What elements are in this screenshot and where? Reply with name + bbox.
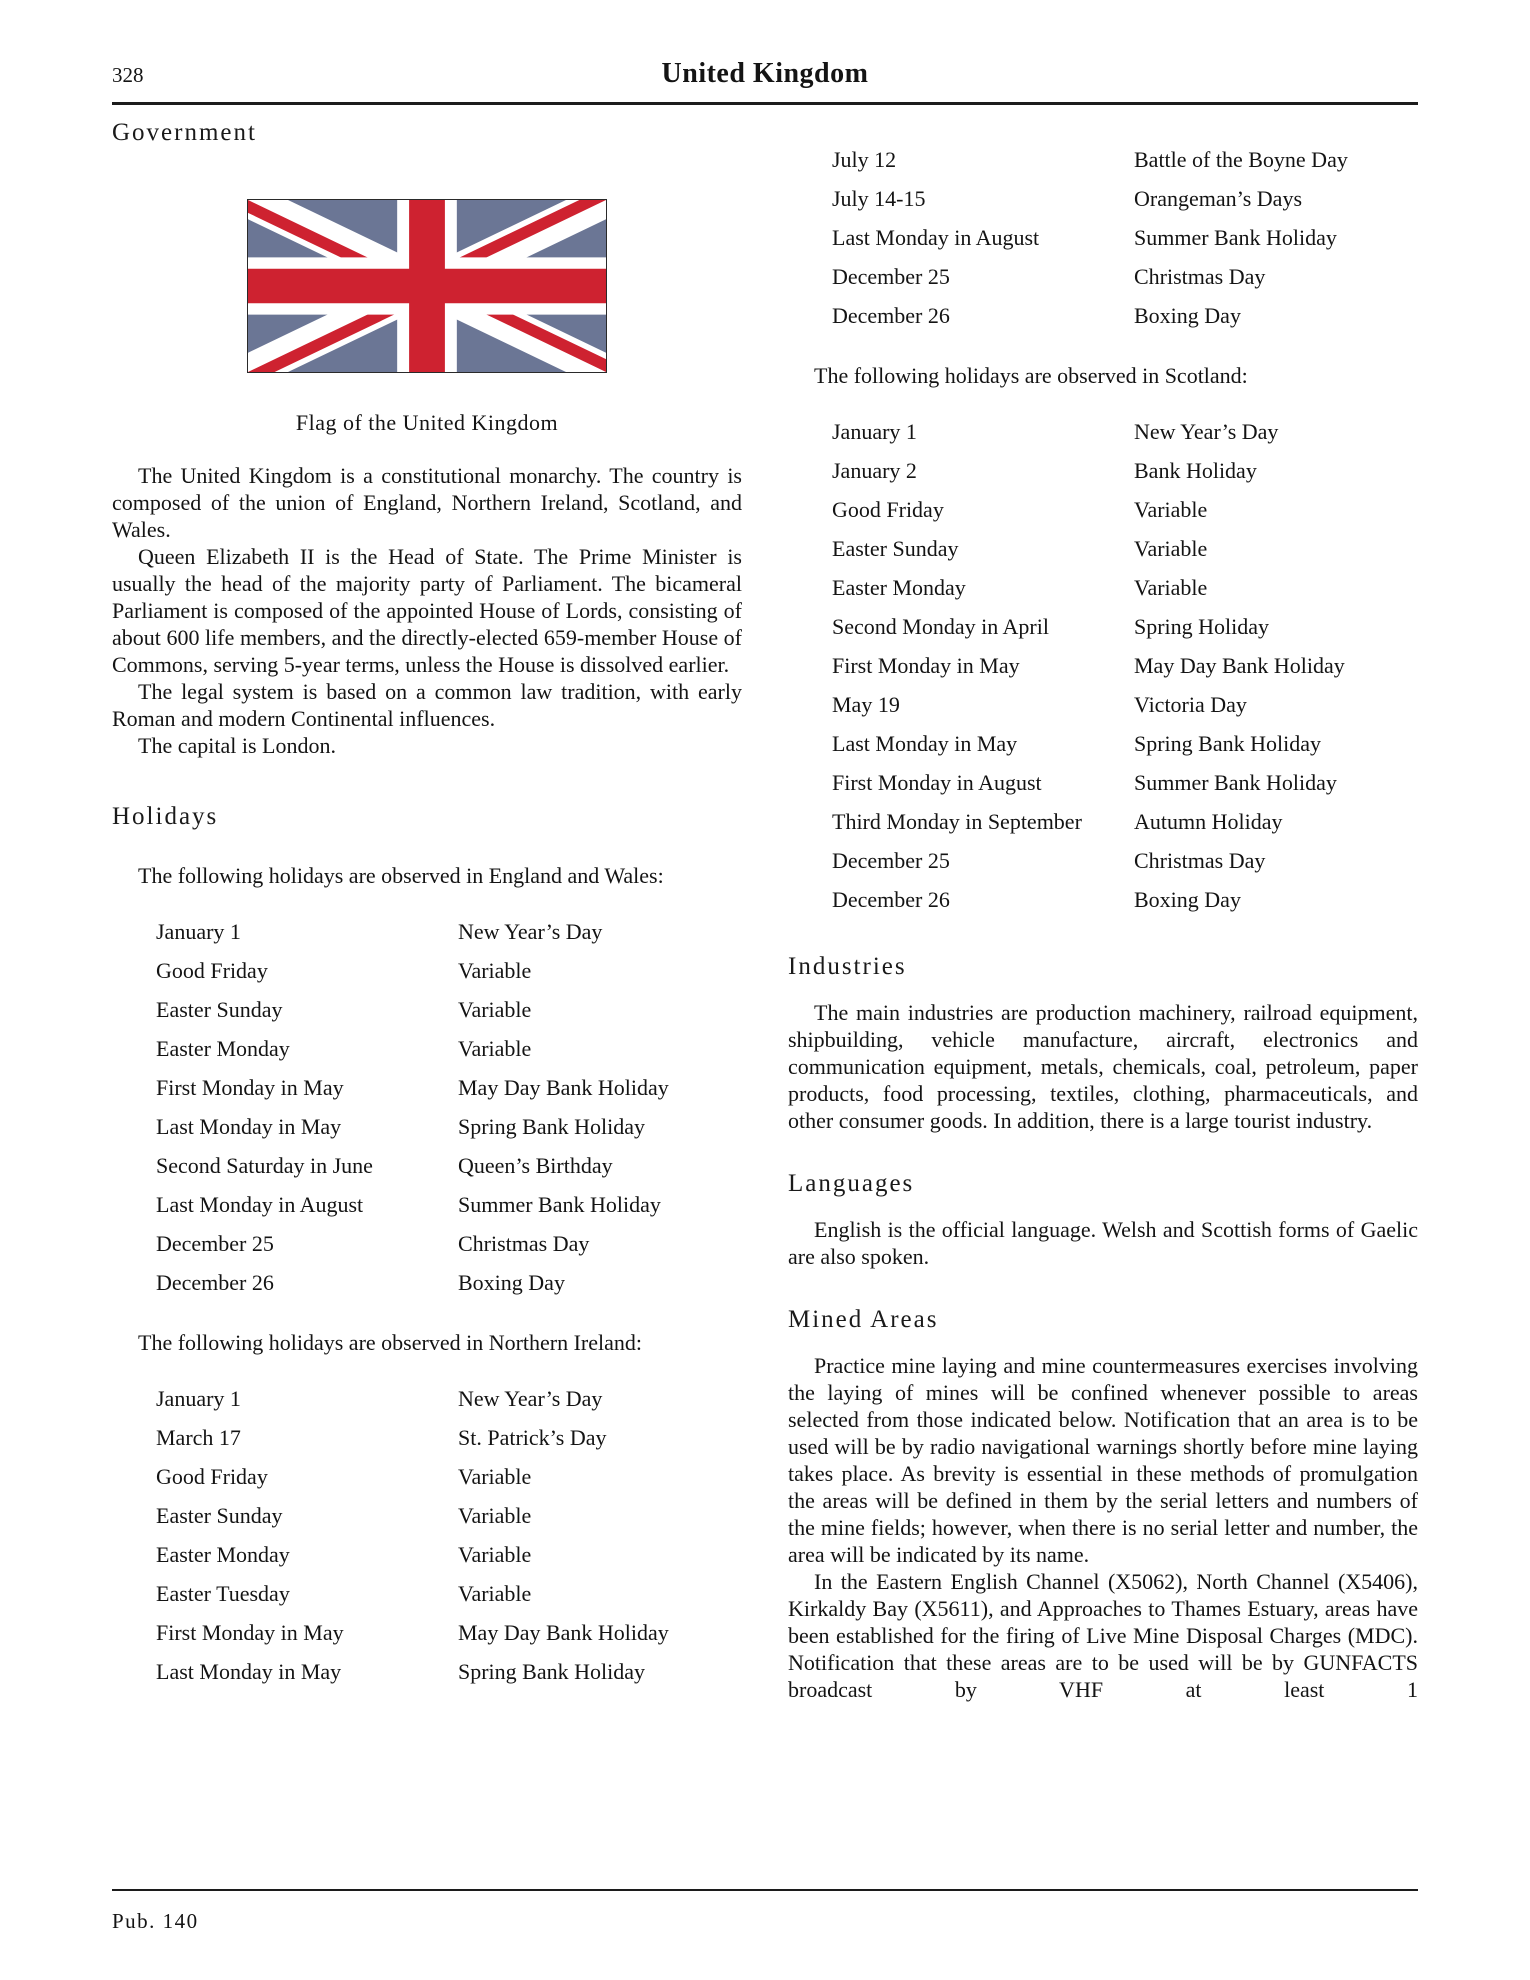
holiday-name: New Year’s Day — [458, 919, 603, 944]
holiday-row — [832, 807, 1418, 837]
holiday-date: Good Friday — [156, 1464, 268, 1489]
section-heading-languages: Languages — [788, 1170, 915, 1197]
holiday-row — [832, 768, 1418, 798]
two-column-layout — [112, 109, 1418, 1703]
holiday-date: Easter Monday — [832, 575, 966, 600]
holiday-row — [832, 262, 1418, 292]
uk-flag-svg — [248, 200, 606, 372]
section-heading-industries: Industries — [788, 953, 907, 980]
holiday-name: Summer Bank Holiday — [1134, 225, 1337, 250]
holiday-name: St. Patrick’s Day — [458, 1425, 607, 1450]
holiday-row — [156, 1579, 742, 1609]
paragraph: The legal system is based on a common law tradition, with early Roman and modern Continental influences. — [112, 679, 742, 731]
holiday-row — [832, 885, 1418, 915]
holiday-date: Easter Sunday — [156, 997, 283, 1022]
holiday-date: Second Saturday in June — [156, 1153, 373, 1178]
holiday-date: December 25 — [832, 264, 950, 289]
holiday-row — [156, 1112, 742, 1142]
holiday-name: Christmas Day — [458, 1231, 590, 1256]
holiday-row — [156, 1268, 742, 1298]
holiday-name: Boxing Day — [1134, 887, 1241, 912]
holiday-date: January 1 — [156, 919, 241, 944]
holiday-date: December 26 — [156, 1270, 274, 1295]
holiday-date: Easter Sunday — [832, 536, 959, 561]
holiday-date: December 25 — [156, 1231, 274, 1256]
holiday-date: December 25 — [832, 848, 950, 873]
holiday-name: Victoria Day — [1134, 692, 1247, 717]
section-heading-government: Government — [112, 119, 257, 146]
holiday-date: Easter Sunday — [156, 1503, 283, 1528]
holiday-row — [832, 417, 1418, 447]
holiday-intro-northern-ireland: The following holidays are observed in Northern Ireland: — [138, 1330, 643, 1355]
holiday-name: Boxing Day — [1134, 303, 1241, 328]
holiday-date: Last Monday in August — [832, 225, 1040, 250]
holiday-date: January 1 — [156, 1386, 241, 1411]
holiday-name: Boxing Day — [458, 1270, 565, 1295]
holiday-date: January 1 — [832, 419, 917, 444]
holiday-date: December 26 — [832, 887, 950, 912]
holiday-date: Last Monday in May — [156, 1659, 342, 1684]
holiday-row — [156, 995, 742, 1025]
holiday-row — [832, 690, 1418, 720]
holiday-date: Easter Monday — [156, 1036, 290, 1061]
holiday-table-northern-ireland — [156, 1384, 742, 1687]
holiday-name: New Year’s Day — [458, 1386, 603, 1411]
holiday-row — [832, 223, 1418, 253]
holiday-name: Orangeman’s Days — [1134, 186, 1303, 211]
paragraph: The capital is London. — [138, 733, 336, 758]
holiday-date: First Monday in May — [156, 1075, 344, 1100]
holiday-intro-england-wales: The following holidays are observed in England and Wales: — [138, 863, 664, 888]
header-rule — [112, 102, 1418, 105]
holiday-date: January 2 — [832, 458, 917, 483]
page-number: 328 — [112, 63, 144, 87]
holiday-date: July 12 — [832, 147, 897, 172]
holiday-date: Last Monday in May — [832, 731, 1018, 756]
holiday-row — [156, 1190, 742, 1220]
holiday-name: New Year’s Day — [1134, 419, 1279, 444]
holiday-name: Variable — [458, 1464, 532, 1489]
left-column — [112, 109, 742, 1703]
languages-paragraphs — [788, 1216, 1418, 1270]
holiday-date: December 26 — [832, 303, 950, 328]
holiday-row — [832, 573, 1418, 603]
holiday-date: First Monday in August — [832, 770, 1042, 795]
holiday-date: May 19 — [832, 692, 900, 717]
holiday-name: Variable — [458, 1581, 532, 1606]
holiday-row — [156, 1540, 742, 1570]
holiday-date: Good Friday — [156, 958, 268, 983]
holiday-table-northern-ireland-continued — [832, 145, 1418, 331]
holiday-name: Bank Holiday — [1134, 458, 1257, 483]
holiday-row — [832, 729, 1418, 759]
page-title: United Kingdom — [661, 58, 869, 89]
holiday-date: Easter Monday — [156, 1542, 290, 1567]
holiday-date: Last Monday in May — [156, 1114, 342, 1139]
holiday-date: First Monday in May — [832, 653, 1020, 678]
section-heading-holidays: Holidays — [112, 803, 219, 830]
holiday-row — [832, 534, 1418, 564]
holiday-row — [832, 145, 1418, 175]
holiday-name: Spring Bank Holiday — [458, 1659, 645, 1684]
footer-rule — [112, 1889, 1418, 1891]
holiday-date: First Monday in May — [156, 1620, 344, 1645]
page-header — [112, 58, 1418, 102]
holiday-name: Variable — [458, 958, 532, 983]
holiday-row — [156, 1657, 742, 1687]
holiday-date: Easter Tuesday — [156, 1581, 290, 1606]
industries-paragraphs — [788, 999, 1418, 1134]
holiday-name: May Day Bank Holiday — [458, 1075, 669, 1100]
holiday-row — [156, 917, 742, 947]
page-footer — [112, 1889, 1418, 1934]
holiday-row — [156, 1073, 742, 1103]
holiday-row — [156, 1229, 742, 1259]
holiday-row — [832, 846, 1418, 876]
holiday-row — [832, 612, 1418, 642]
holiday-name: Spring Bank Holiday — [458, 1114, 645, 1139]
holiday-date: Good Friday — [832, 497, 944, 522]
section-heading-mined-areas: Mined Areas — [788, 1306, 939, 1333]
paragraph: Practice mine laying and mine countermeasures exercises involving the laying of mines will be confined whenever possible to areas selected from those indicated below. Notification that an area is to be used will be by radio navigational warnings shortly before mine laying takes place. As brevity is essential in these methods of promulgation the areas will be defined in them by the serial letters and numbers of the mine fields; however, when there is no serial letter and number, the area will be indicated by its name. — [788, 1353, 1418, 1567]
holiday-name: Summer Bank Holiday — [458, 1192, 661, 1217]
holiday-row — [156, 1034, 742, 1064]
holiday-table-england-wales — [156, 917, 742, 1298]
paragraph: English is the official language. Welsh and Scottish forms of Gaelic are also spoken. — [788, 1217, 1418, 1269]
holiday-row — [156, 1151, 742, 1181]
holiday-name: Queen’s Birthday — [458, 1153, 613, 1178]
holiday-row — [832, 301, 1418, 331]
holiday-row — [832, 495, 1418, 525]
flag-caption: Flag of the United Kingdom — [295, 410, 559, 435]
holiday-name: Battle of the Boyne Day — [1134, 147, 1348, 172]
uk-flag-figure — [112, 199, 742, 436]
holiday-date: Third Monday in September — [832, 809, 1082, 834]
holiday-row — [832, 651, 1418, 681]
paragraph: The United Kingdom is a constitutional monarchy. The country is composed of the union of England, Northern Ireland, Scotland, and Wales. — [112, 463, 742, 542]
holiday-table-scotland — [832, 417, 1418, 915]
holiday-name: May Day Bank Holiday — [458, 1620, 669, 1645]
holiday-name: Summer Bank Holiday — [1134, 770, 1337, 795]
holiday-row — [156, 1462, 742, 1492]
mined-areas-paragraphs — [788, 1352, 1418, 1703]
holiday-name: Variable — [458, 1036, 532, 1061]
holiday-name: Spring Bank Holiday — [1134, 731, 1321, 756]
holiday-row — [832, 184, 1418, 214]
paragraph: Queen Elizabeth II is the Head of State. The Prime Minister is usually the head of the majority party of Parliament. The bicameral Parliament is composed of the appointed House of Lords, consisting of about 600 life members, and the directly-elected 659-member House of Commons, serving 5-year terms, unless the House is dissolved earlier. — [112, 544, 742, 677]
paragraph: The main industries are production machinery, railroad equipment, shipbuilding, vehicle manufacture, aircraft, electronics and communication equipment, metals, chemicals, coal, petroleum, paper products, food processing, textiles, clothing, pharmaceuticals, and other consumer goods. In addition, there is a large tourist industry. — [788, 1000, 1418, 1133]
holiday-name: Christmas Day — [1134, 848, 1266, 873]
holiday-row — [832, 456, 1418, 486]
right-column — [788, 109, 1418, 1703]
holiday-row — [156, 956, 742, 986]
holiday-name: Christmas Day — [1134, 264, 1266, 289]
holiday-row — [156, 1501, 742, 1531]
holiday-name: Variable — [458, 1542, 532, 1567]
holiday-name: Variable — [1134, 575, 1208, 600]
holiday-intro-scotland: The following holidays are observed in Scotland: — [814, 363, 1248, 388]
holiday-row — [156, 1618, 742, 1648]
holiday-date: July 14-15 — [832, 186, 926, 211]
holiday-name: Variable — [458, 997, 532, 1022]
holiday-date: Last Monday in August — [156, 1192, 364, 1217]
holiday-name: Spring Holiday — [1134, 614, 1270, 639]
holiday-name: Variable — [1134, 536, 1208, 561]
holiday-name: Variable — [458, 1503, 532, 1528]
holiday-date: March 17 — [156, 1425, 241, 1450]
publication-number: Pub. 140 — [112, 1909, 199, 1933]
uk-flag-image — [247, 199, 607, 373]
holiday-row — [156, 1384, 742, 1414]
paragraph: In the Eastern English Channel (X5062), North Channel (X5406), Kirkaldy Bay (X5611), and Approaches to Thames Estuary, areas have been established for the firing of Live Mine Disposal Charges (MDC). Notification that these areas are to be used will be by GUNFACTS broadcast by VHF at least 1 — [788, 1569, 1418, 1702]
government-paragraphs — [112, 462, 742, 759]
holiday-row — [156, 1423, 742, 1453]
holiday-date: Second Monday in April — [832, 614, 1049, 639]
holiday-name: May Day Bank Holiday — [1134, 653, 1345, 678]
holiday-name: Variable — [1134, 497, 1208, 522]
holiday-name: Autumn Holiday — [1134, 809, 1283, 834]
